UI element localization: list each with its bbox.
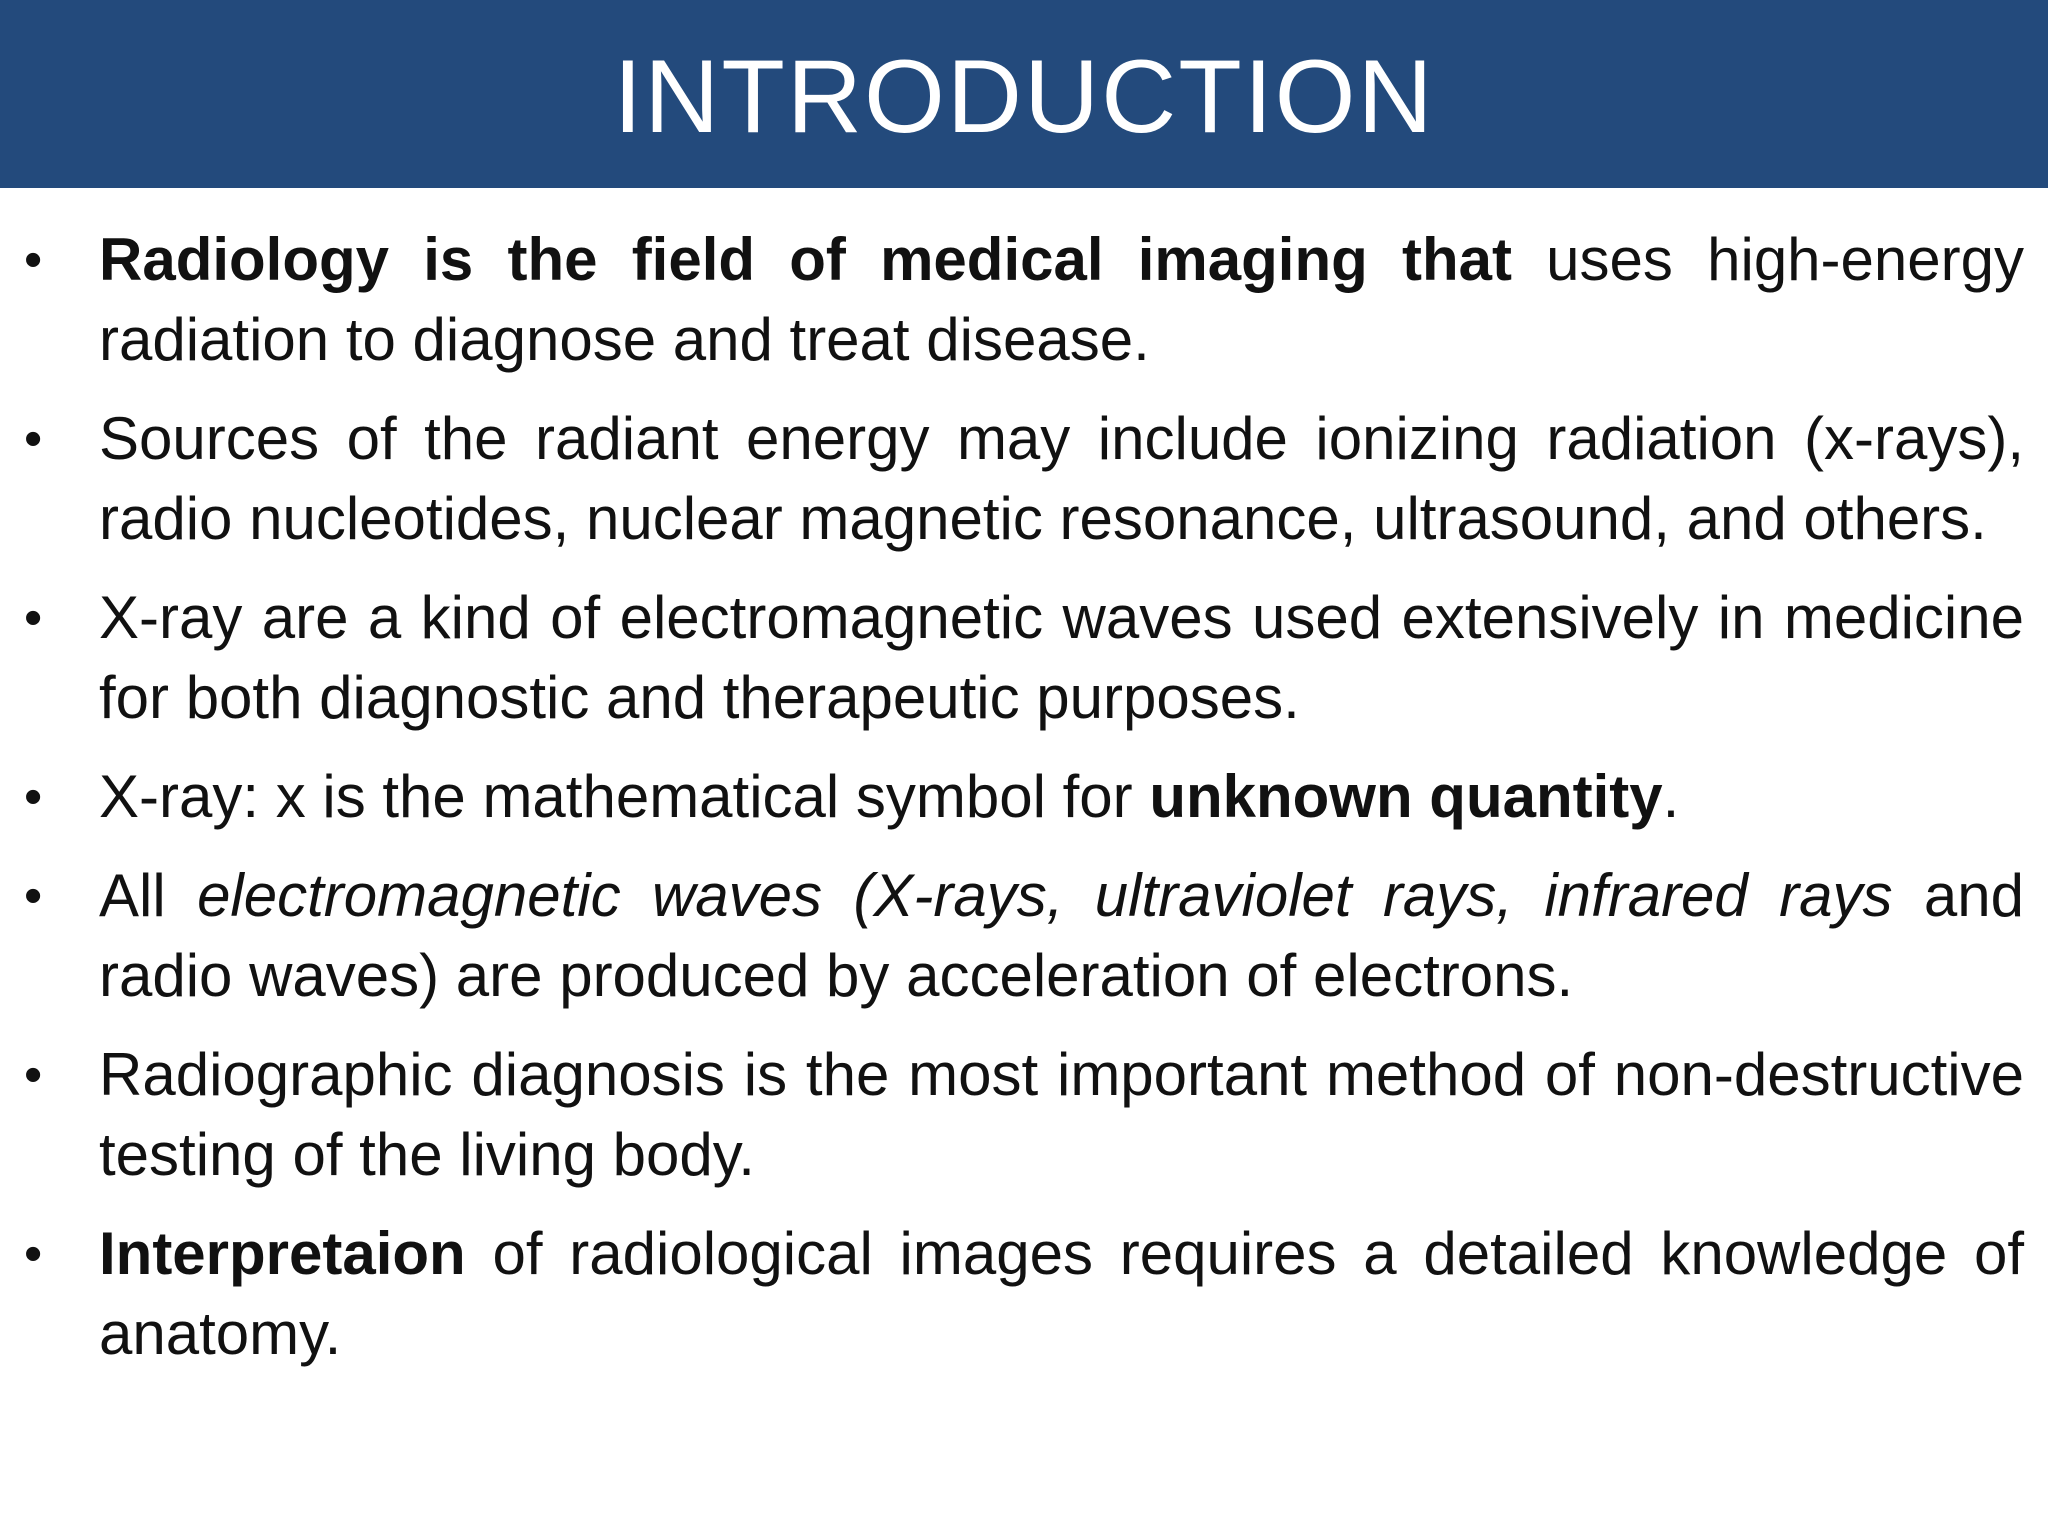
bullet-icon: •	[24, 867, 43, 925]
bullet-text: of radiological images requires a detailed knowledge of anatomy.	[99, 1220, 2024, 1367]
bullet-bold-lead: Interpretaion	[99, 1220, 466, 1287]
bullet-text: Radiographic diagnosis is the most important method of non-destructive testing of the living body.	[99, 1041, 2024, 1188]
bullet-bold-term: unknown quantity	[1149, 763, 1663, 830]
bullet-icon: •	[24, 768, 43, 826]
bullet-text: X-ray: x is the mathematical symbol for	[99, 763, 1150, 830]
bullet-item-em-waves	[0, 856, 2048, 1016]
bullet-icon: •	[24, 1225, 43, 1283]
bullet-text: X-ray are a kind of electromagnetic waves used extensively in medicine for both diagnostic and therapeutic purposes.	[99, 584, 2024, 731]
bullet-item-interpretation	[0, 1214, 2048, 1374]
slide-title: INTRODUCTION	[613, 38, 1435, 155]
bullet-item-xray-name	[0, 757, 2048, 837]
bullet-icon: •	[24, 231, 43, 289]
bullet-item-xray-waves	[0, 578, 2048, 738]
bullet-text: All	[99, 862, 198, 929]
title-bar	[0, 0, 2048, 188]
bullet-text: Sources of the radiant energy may include ionizing radiation (x-rays), radio nucleotides, nuclear magnetic resonance, ultrasound, and others.	[99, 405, 2024, 552]
bullet-item-radiology-definition	[0, 220, 2048, 380]
bullet-item-energy-sources	[0, 399, 2048, 559]
bullet-list	[0, 220, 2048, 1374]
bullet-text: uses high-energy radiation to diagnose and treat disease.	[99, 226, 2024, 373]
bullet-text-tail: and radio waves) are produced by acceleration of electrons.	[99, 862, 2024, 1009]
bullet-bold-lead: Radiology is the field of medical imaging that	[99, 226, 1512, 293]
bullet-icon: •	[24, 589, 43, 647]
bullet-text-tail: .	[1662, 763, 1680, 830]
bullet-icon: •	[24, 410, 43, 468]
slide-content	[0, 220, 2048, 1393]
bullet-icon: •	[24, 1046, 43, 1104]
bullet-italic-text: electromagnetic waves (X-rays, ultraviolet rays, infrared rays	[197, 862, 1893, 929]
bullet-item-radiographic-diagnosis	[0, 1035, 2048, 1195]
